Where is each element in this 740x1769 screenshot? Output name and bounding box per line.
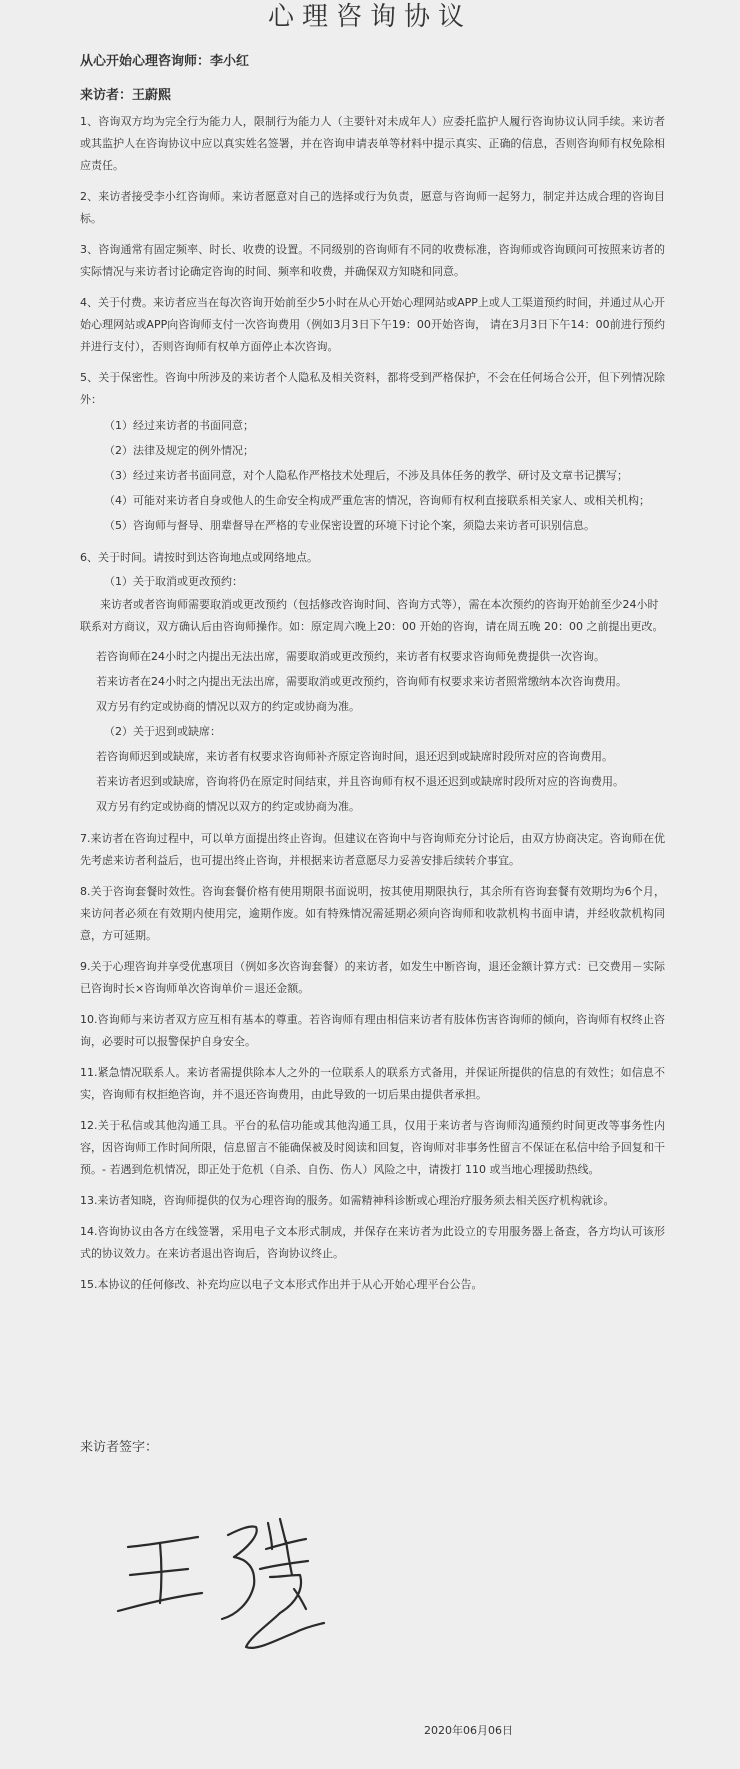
counselor-line: 从心开始心理咨询师：李小红 (80, 54, 250, 69)
clause-5-item: （5）咨询师与督导、朋辈督导在严格的专业保密设置的环境下讨论个案，须隐去来访者可识别信息。 (104, 519, 595, 532)
clause-6-sub2-line: 双方另有约定或协商的情况以双方的约定或协商为准。 (96, 800, 360, 813)
clause-10: 10.咨询师与来访者双方应互相有基本的尊重。若咨询师有理由相信来访者有肢体伤害咨询师的倾向，咨询师有权终止咨询，必要时可以报警保护自身安全。 (80, 1013, 665, 1048)
clause-6-sub1-title: （1）关于取消或更改预约： (104, 575, 243, 588)
handwritten-signature (110, 1505, 340, 1675)
agreement-body (80, 111, 665, 1305)
clause-2: 2、来访者接受李小红咨询师。来访者愿意对自己的选择或行为负责，愿意与咨询师一起努力，制定并达成合理的咨询目标。 (80, 190, 665, 225)
clause-12: 12.关于私信或其他沟通工具。平台的私信功能或其他沟通工具，仅用于来访者与咨询师沟通预约时间更改等事务性内容，因咨询师工作时间所限，信息留言不能确保被及时阅读和回复，咨询师对非事务性留言不保证在私信中给予回复和干预。- 若遇到危机情况，即正处于危机（自杀、自伤、伤人）风险之中，请拨打 110 或当地心理援助热线。 (80, 1119, 665, 1176)
clause-5-item: （3）经过来访者书面同意，对个人隐私作严格技术处理后，不涉及具体任务的教学、研讨及文章书记撰写； (104, 469, 628, 482)
clause-5-item: （2）法律及规定的例外情况； (104, 444, 254, 457)
clause-7: 7.来访者在咨询过程中，可以单方面提出终止咨询。但建议在咨询中与咨询师充分讨论后，由双方协商决定。咨询师在优先考虑来访者利益后，也可提出终止咨询，并根据来访者意愿尽力妥善安排后续转介事宜。 (80, 832, 665, 867)
clause-11: 11.紧急情况联系人。来访者需提供除本人之外的一位联系人的联系方式备用，并保证所提供的信息的有效性；如信息不实，咨询师有权拒绝咨询，并不退还咨询费用，由此导致的一切后果由提供者承担。 (80, 1066, 665, 1101)
document-title: 心理咨询协议 (267, 2, 472, 32)
clause-3: 3、咨询通常有固定频率、时长、收费的设置。不同级别的咨询师有不同的收费标准，咨询师或咨询顾问可按照来访者的实际情况与来访者讨论确定咨询的时间、频率和收费，并确保双方知晓和同意。 (80, 243, 665, 278)
clause-6-sub2-line: 若来访者迟到或缺席，咨询将仍在原定时间结束，并且咨询师有权不退还迟到或缺席时段所对应的咨询费用。 (96, 775, 624, 788)
clause-9: 9.关于心理咨询并享受优惠项目（例如多次咨询套餐）的来访者，如发生中断咨询，退还金额计算方式：已交费用－实际已咨询时长×咨询师单次咨询单价＝退还金额。 (80, 960, 665, 995)
clause-6-sub1-line: 若来访者在24小时之内提出无法出席，需要取消或更改预约，咨询师有权要求来访者照常缴纳本次咨询费用。 (96, 675, 627, 688)
clause-6-sub2-line: 若咨询师迟到或缺席，来访者有权要求咨询师补齐原定咨询时间，退还迟到或缺席时段所对应的咨询费用。 (96, 750, 613, 763)
clause-15: 15.本协议的任何修改、补充均应以电子文本形式作出并于从心开始心理平台公告。 (80, 1278, 483, 1291)
clause-6-sub1-line: 若咨询师在24小时之内提出无法出席，需要取消或更改预约，来访者有权要求咨询师免费提供一次咨询。 (96, 650, 605, 663)
clause-5: 5、关于保密性。咨询中所涉及的来访者个人隐私及相关资料，都将受到严格保护，不会在任何场合公开，但下列情况除外： (80, 371, 665, 406)
clause-8: 8.关于咨询套餐时效性。咨询套餐价格有使用期限书面说明，按其使用期限执行，其余所有咨询套餐有效期均为6个月，来访问者必须在有效期内使用完，逾期作废。如有特殊情况需延期必须向咨询师和收款机构书面申请，并经收款机构同意，方可延期。 (80, 885, 665, 942)
clause-14: 14.咨询协议由各方在线签署，采用电子文本形式制成，并保存在来访者为此设立的专用服务器上备查，各方均认可该形式的协议效力。在来访者退出咨询后，咨询协议终止。 (80, 1225, 665, 1260)
clause-6: 6、关于时间。请按时到达咨询地点或网络地点。 (80, 551, 318, 564)
clause-6-sub2-title: （2）关于迟到或缺席： (104, 725, 221, 738)
clause-13: 13.来访者知晓，咨询师提供的仅为心理咨询的服务。如需精神科诊断或心理治疗服务须去相关医疗机构就诊。 (80, 1194, 615, 1207)
clause-1: 1、咨询双方均为完全行为能力人，限制行为能力人（主要针对未成年人）应委托监护人履行咨询协议认同手续。来访者或其监护人在咨询协议中应以真实姓名签署，并在咨询申请表单等材料中提示真实、正确的信息，否则咨询师有权免除相应责任。 (80, 115, 665, 172)
clause-6-sub1-body: 来访者或者咨询师需要取消或更改预约（包括修改咨询时间、咨询方式等），需在本次预约的咨询开始前至少24小时联系对方商议，双方确认后由咨询师操作。如：原定周六晚上20：00 开始的咨询，请在周五晚 20：00 之前提出更改。 (80, 598, 664, 633)
clause-6-sub1-line: 双方另有约定或协商的情况以双方的约定或协商为准。 (96, 700, 360, 713)
clause-4: 4、关于付费。来访者应当在每次咨询开始前至少5小时在从心开始心理网站或APP上或人工渠道预约时间，并通过从心开始心理网站或APP向咨询师支付一次咨询费用（例如3月3日下午19：00开始咨询， 请在3月3日下午14：00前进行预约并进行支付），否则咨询师有权单方面停止本次咨询。 (80, 296, 665, 353)
clause-5-item: （1）经过来访者的书面同意； (104, 419, 254, 432)
clause-5-item: （4）可能对来访者自身或他人的生命安全构成严重危害的情况，咨询师有权利直接联系相关家人、或相关机构； (104, 494, 650, 507)
visitor-line: 来访者：王蔚熙 (80, 88, 172, 103)
signature-label: 来访者签字： (80, 1440, 159, 1455)
signature-date: 2020年06月06日 (424, 1724, 513, 1737)
